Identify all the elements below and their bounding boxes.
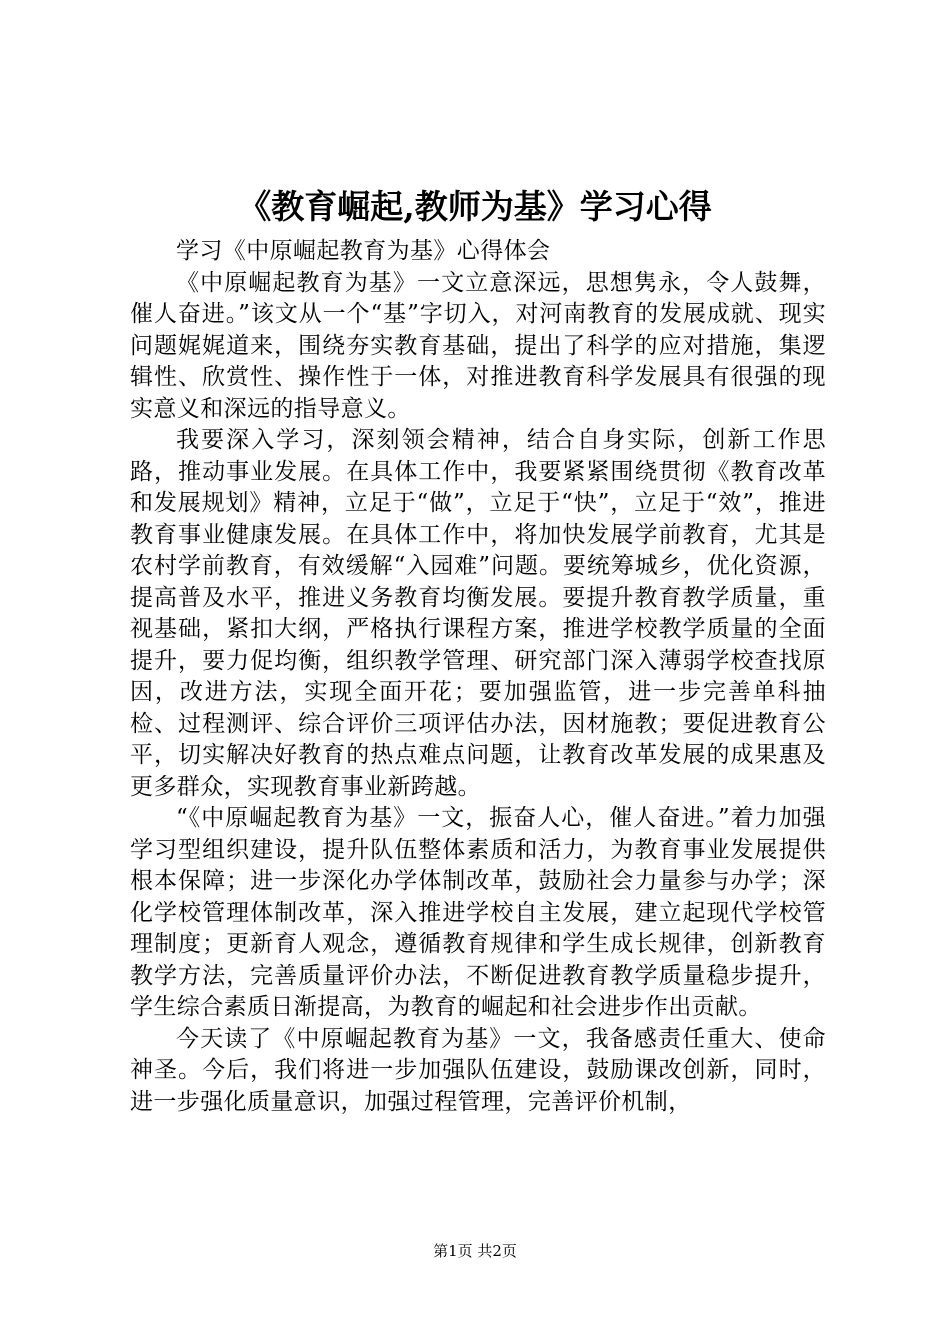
paragraph-1: 《中原崛起教育为基》一文立意深远，思想隽永，令人鼓舞，催人奋进。”该文从一个“基”字切入，对河南教育的发展成就、现实问题娓娓道来，围绕夯实教育基础，提出了科学的应对措施，集逻辑性、欣赏性、操作性于一体，对推进教育科学发展具有很强的现实意义和深远的指导意义。 bbox=[130, 269, 826, 422]
document-body bbox=[130, 236, 826, 1118]
paragraph-2: 我要深入学习，深刻领会精神，结合自身实际，创新工作思路，推动事业发展。在具体工作中，我要紧紧围绕贯彻《教育改革和发展规划》精神，立足于“做”，立足于“快”，立足于“效”，推进教育事业健康发展。在具体工作中，将加快发展学前教育，尤其是农村学前教育，有效缓解“入园难”问题。要统筹城乡，优化资源，提高普及水平，推进义务教育均衡发展。要提升教育教学质量，重视基础，紧扣大纲，严格执行课程方案，推进学校教学质量的全面提升，要力促均衡，组织教学管理、研究部门深入薄弱学校查找原因，改进方法，实现全面开花；要加强监管，进一步完善单科抽检、过程测评、综合评价三项评估办法，因材施教；要促进教育公平，切实解决好教育的热点难点问题，让教育改革发展的成果惠及更多群众，实现教育事业新跨越。 bbox=[130, 427, 826, 800]
paragraph-3: “《中原崛起教育为基》一文，振奋人心，催人奋进。”着力加强学习型组织建设，提升队伍整体素质和活力，为教育事业发展提供根本保障；进一步深化办学体制改革，鼓励社会力量参与办学；深化学校管理体制改革，深入推进学校自主发展，建立起现代学校管理制度；更新育人观念，遵循教育规律和学生成长规律，创新教育教学方法，完善质量评价办法，不断促进教育教学质量稳步提升，学生综合素质日渐提高，为教育的崛起和社会进步作出贡献。 bbox=[130, 805, 826, 1020]
page-footer: 第1页 共2页 bbox=[433, 1242, 517, 1260]
paragraph-4: 今天读了《中原崛起教育为基》一文，我备感责任重大、使命神圣。今后，我们将进一步加强队伍建设，鼓励课改创新，同时，进一步强化质量意识，加强过程管理，完善评价机制， bbox=[130, 1025, 826, 1115]
paragraph-subtitle: 学习《中原崛起教育为基》心得体会 bbox=[176, 238, 551, 264]
document-title: 《教育崛起,教师为基》学习心得 bbox=[238, 187, 712, 226]
